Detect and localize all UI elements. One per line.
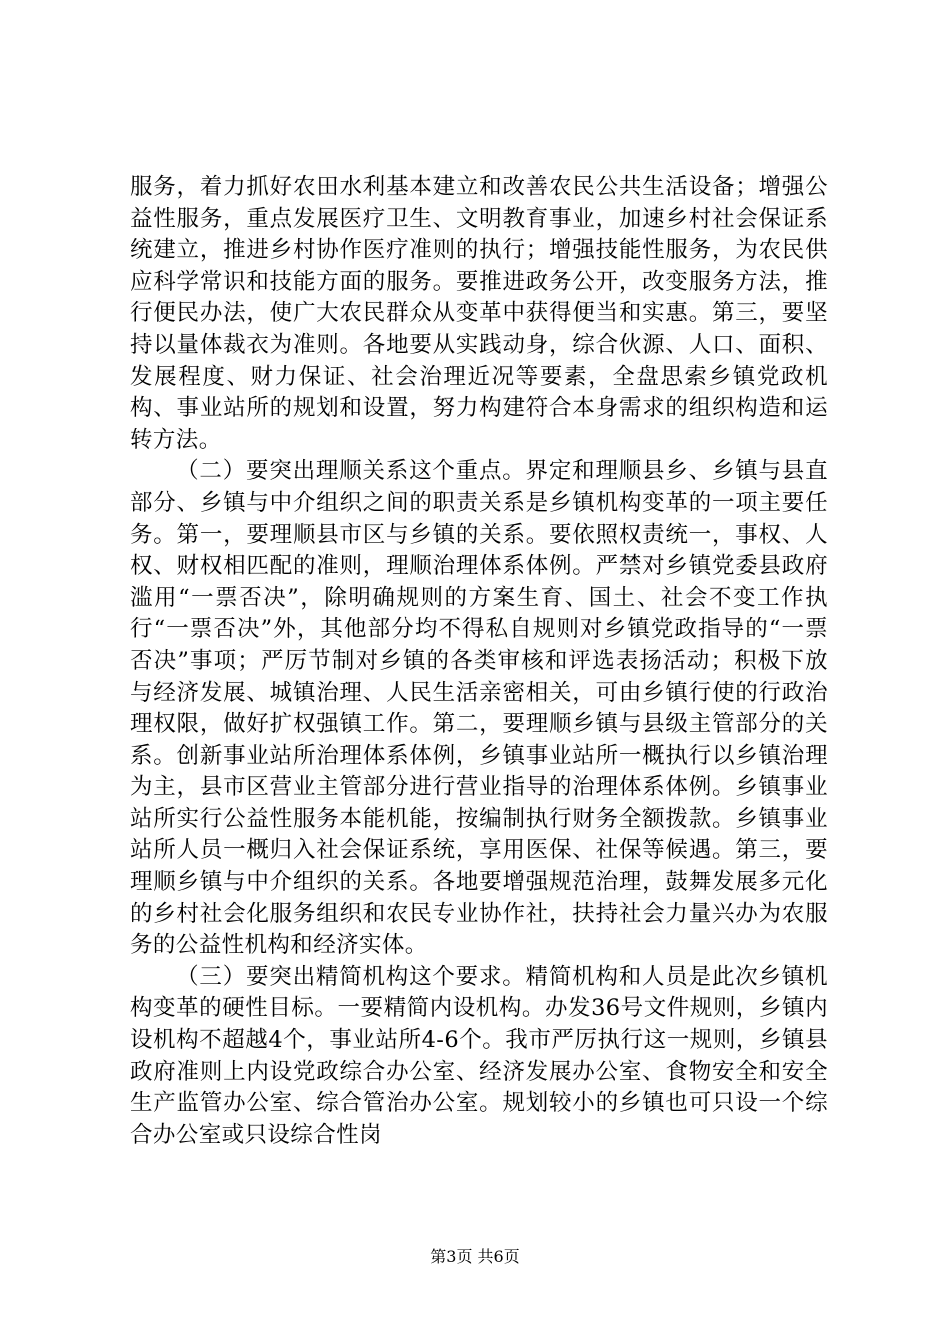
page-footer: 第3页 共6页 [430, 1247, 520, 1266]
paragraph-1: 服务，着力抓好农田水利基本建立和改善农民公共生活设备；增强公益性服务，重点发展医疗卫生、文明教育事业，加速乡村社会保证系统建立，推进乡村协作医疗准则的执行；增强技能性服务，为农民供应科学常识和技能方面的服务。要推进政务公开，改变服务方法，推行便民办法，使广大农民群众从变革中获得便当和实惠。第三，要坚持以量体裁衣为准则。各地要从实践动身，综合伙源、人口、面积、发展程度、财力保证、社会治理近况等要素，全盘思索乡镇党政机构、事业站所的规划和设置，努力构建符合本身需求的组织构造和运转方法。 [130, 174, 828, 453]
paragraph-2: （二）要突出理顺关系这个重点。界定和理顺县乡、乡镇与县直部分、乡镇与中介组织之间的职责关系是乡镇机构变革的一项主要任务。第一，要理顺县市区与乡镇的关系。要依照权责统一，事权、人权、财权相匹配的准则，理顺治理体系体例。严禁对乡镇党委县政府滥用“一票否决”，除明确规则的方案生育、国土、社会不变工作执行“一票否决”外，其他部分均不得私自规则对乡镇党政指导的“一票否决”事项；严厉节制对乡镇的各类审核和评选表扬活动；积极下放与经济发展、城镇治理、人民生活亲密相关，可由乡镇行使的行政治理权限，做好扩权强镇工作。第二，要理顺乡镇与县级主管部分的关系。创新事业站所治理体系体例，乡镇事业站所一概执行以乡镇治理为主，县市区营业主管部分进行营业指导的治理体系体例。乡镇事业站所实行公益性服务本能机能，按编制执行财务全额拨款。乡镇事业站所人员一概归入社会保证系统，享用医保、社保等候遇。第三，要理顺乡镇与中介组织的关系。各地要增强规范治理，鼓舞发展多元化的乡村社会化服务组织和农民专业协作社，扶持社会力量兴办为农服务的公益性机构和经济实体。 [130, 458, 828, 959]
paragraph-3: （三）要突出精简机构这个要求。精简机构和人员是此次乡镇机构变革的硬性目标。一要精简内设机构。办发36号文件规则，乡镇内设机构不超越4个，事业站所4-6个。我市严厉执行这一规则，乡镇县政府准则上内设党政综合办公室、经济发展办公室、食物安全和安全生产监管办公室、综合管治办公室。规划较小的乡镇也可只设一个综合办公室或只设综合性岗 [130, 963, 828, 1148]
body-text [130, 172, 828, 1151]
